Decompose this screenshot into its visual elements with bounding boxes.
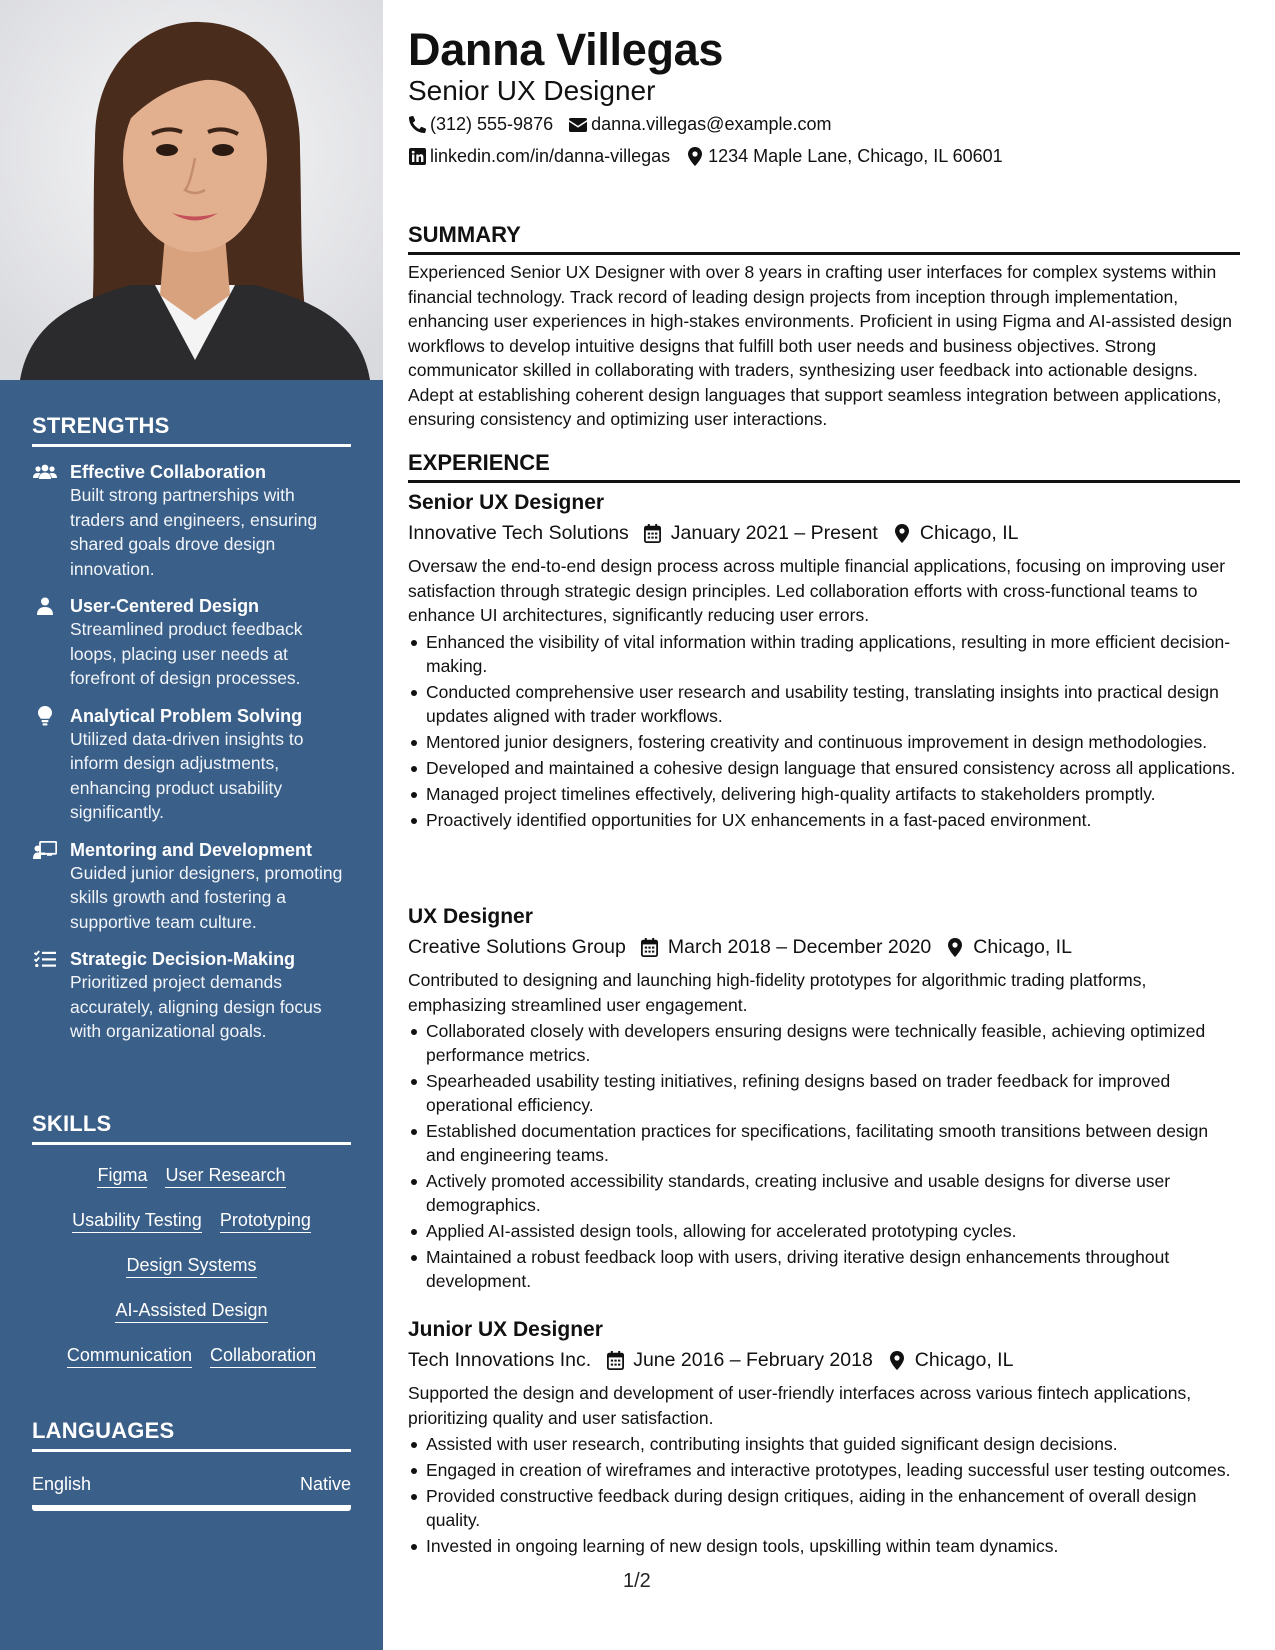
job-company: Tech Innovations Inc. [408,1349,592,1371]
job-location: Chicago, IL [914,1349,1014,1371]
skill-tag: Usability Testing [72,1209,202,1233]
list-item: Managed project timelines effectively, delivering high-quality artifacts to stakeholders promptly. [408,782,1240,806]
job-entry [408,490,1240,834]
strength-item [32,461,351,581]
strength-title: Strategic Decision-Making [70,949,296,969]
contact-address [686,146,1003,167]
candidate-name: Danna Villegas [408,24,724,75]
skill-tag: Figma [97,1164,147,1188]
job-bullets [408,1019,1240,1293]
list-item: Developed and maintained a cohesive design language that ensured consistency across all applications. [408,756,1240,780]
phone-text: (312) 555-9876 [430,114,554,134]
calendar-icon [643,523,663,543]
contact-email[interactable] [569,114,831,135]
strengths-heading: STRENGTHS [32,413,351,447]
language-name: English [32,1474,92,1494]
job-company: Innovative Tech Solutions [408,522,629,544]
phone-icon [408,116,426,134]
strength-item [32,839,351,935]
strength-item [32,705,351,825]
strength-title: Effective Collaboration [70,462,267,482]
calendar-icon [640,937,660,957]
email-text[interactable]: danna.villegas@example.com [591,114,832,134]
tasks-icon [32,949,58,969]
skills-heading: SKILLS [32,1111,351,1145]
list-item: Mentored junior designers, fostering creativity and continuous improvement in design methodologies. [408,730,1240,754]
page-number: 1/2 [623,1570,651,1592]
map-marker-icon [892,523,912,543]
list-item: Established documentation practices for specifications, facilitating smooth transitions between design and engineering teams. [408,1119,1240,1167]
skill-tag: Design Systems [126,1254,256,1278]
experience-heading: EXPERIENCE [408,450,1240,483]
map-marker-icon [686,148,704,166]
job-entry [408,1317,1240,1560]
list-item: Maintained a robust feedback loop with users, driving iterative design enhancements throughout development. [408,1245,1240,1293]
strength-desc: Utilized data-driven insights to inform design adjustments, enhancing product usability significantly. [70,728,304,822]
job-description: Oversaw the end-to-end design process across multiple financial applications, focusing on improving user satisfaction through strategic design principles. Led collaboration efforts with cross-functional teams to enhance UI architectures, significantly reducing user errors. [408,556,1226,625]
list-item: Provided constructive feedback during design critiques, aiding in the enhancement of overall design quality. [408,1484,1240,1532]
linkedin-icon [408,148,426,166]
users-icon [32,462,58,482]
job-description: Contributed to designing and launching high-fidelity prototypes for algorithmic trading platforms, emphasizing streamlined user engagement. [408,970,1147,1015]
languages-heading: LANGUAGES [32,1418,351,1452]
skill-tag: User Research [165,1164,285,1188]
job-dates: March 2018 – December 2020 [667,936,932,958]
job-title: Senior UX Designer [408,491,605,514]
list-item: Enhanced the visibility of vital information within trading applications, resulting in more efficient decision-making. [408,630,1240,678]
chalkboard-teacher-icon [32,840,58,860]
list-item: Spearheaded usability testing initiatives, refining designs based on trader feedback for improved operational efficiency. [408,1069,1240,1117]
skill-tag: Communication [67,1344,192,1368]
strength-title: Mentoring and Development [70,839,313,860]
list-item: Applied AI-assisted design tools, allowing for accelerated prototyping cycles. [408,1219,1240,1243]
job-meta [408,1347,1240,1373]
map-marker-icon [945,937,965,957]
map-marker-icon [887,1350,907,1370]
envelope-icon [569,116,587,134]
job-company: Creative Solutions Group [408,936,626,958]
list-item: Engaged in creation of wireframes and interactive prototypes, leading successful user testing outcomes. [408,1458,1240,1482]
strength-item [32,948,351,1044]
strength-title: User-Centered Design [70,596,260,616]
list-item: Proactively identified opportunities for UX enhancements in a fast-paced environment. [408,808,1240,832]
list-item: Collaborated closely with developers ensuring designs were technically feasible, achieving optimized performance metrics. [408,1019,1240,1067]
language-level: Native [299,1474,351,1494]
job-meta [408,934,1240,960]
job-bullets [408,1432,1240,1558]
summary-heading: SUMMARY [408,222,1240,255]
skill-tag: AI-Assisted Design [115,1299,267,1323]
skills-section [32,1111,351,1378]
linkedin-text[interactable]: linkedin.com/in/danna-villegas [430,146,671,166]
job-bullets [408,630,1240,832]
summary-text: Experienced Senior UX Designer with over 8 years in crafting user interfaces for complex systems within financial technology. Track record of leading design projects from inception through implementation, enhancing user experiences in high-stakes environments. Proficient in using Figma and AI-assisted design workflows to develop intuitive designs that fulfill both user needs and business objectives. Strong communicator skilled in collaborating with traders, synthesizing user feedback into actionable designs. Adept at establishing coherent design languages that support seamless integration between applications, ensuring consistency and optimizing user interactions. [408,262,1232,429]
lightbulb-icon [32,706,58,726]
calendar-icon [605,1350,625,1370]
list-item: Assisted with user research, contributing insights that guided significant design decisions. [408,1432,1240,1456]
skills-list [32,1145,351,1378]
job-title: UX Designer [408,905,533,928]
list-item: Invested in ongoing learning of new design tools, upskilling within team dynamics. [408,1534,1240,1558]
strength-desc: Built strong partnerships with traders and engineers, ensuring shared goals drove design innovation. [70,485,318,579]
user-icon [32,596,58,616]
candidate-title: Senior UX Designer [408,75,656,106]
contact-line [408,146,1003,167]
address-text: 1234 Maple Lane, Chicago, IL 60601 [708,146,1003,166]
job-meta [408,520,1240,546]
job-entry [408,904,1240,1295]
job-location: Chicago, IL [973,936,1072,958]
job-title: Junior UX Designer [408,1318,603,1341]
job-dates: June 2016 – February 2018 [633,1349,873,1371]
language-row [32,1474,351,1511]
strength-desc: Streamlined product feedback loops, placing user needs at forefront of design processes. [70,619,303,688]
skill-tag: Collaboration [210,1344,316,1368]
strength-title: Analytical Problem Solving [70,705,303,726]
job-dates: January 2021 – Present [670,522,878,544]
job-location: Chicago, IL [919,522,1019,544]
profile-photo [0,0,383,380]
contact-phone [408,114,553,135]
list-item: Conducted comprehensive user research and usability testing, translating insights into practical design updates aligned with trader workflows. [408,680,1240,728]
sidebar [0,0,383,1650]
strength-desc: Guided junior designers, promoting skills growth and fostering a supportive team culture. [70,862,343,932]
skill-tag: Prototyping [220,1209,311,1233]
job-description: Supported the design and development of user-friendly interfaces across various fintech applications, prioritizing quality and user satisfaction. [408,1383,1192,1428]
languages-section [32,1418,351,1511]
strengths-section [32,413,351,1044]
strength-item [32,595,351,691]
contact-linkedin[interactable] [408,146,670,167]
list-item: Actively promoted accessibility standards, creating inclusive and usable designs for diverse user demographics. [408,1169,1240,1217]
contact-line [408,114,832,135]
strength-desc: Prioritized project demands accurately, aligning design focus with organizational goals. [70,972,322,1041]
